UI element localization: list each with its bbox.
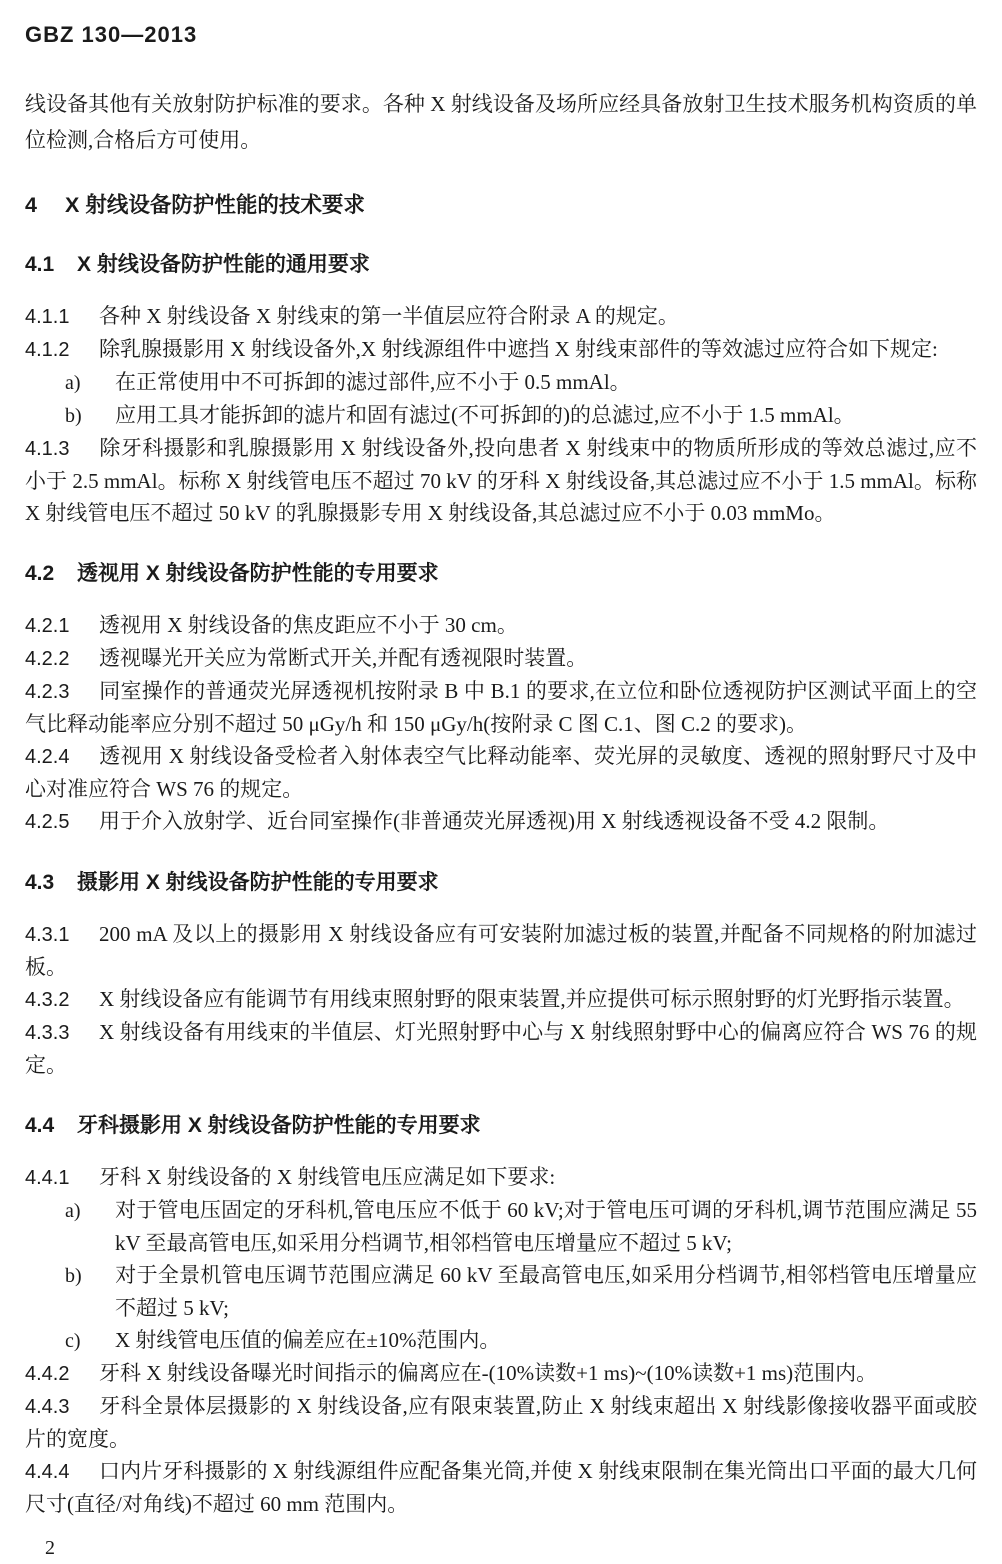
subsection-title: 牙科摄影用 X 射线设备防护性能的专用要求 [77, 1114, 481, 1137]
subsection-heading-4-2 [25, 559, 977, 589]
clause-text: X 射线设备应有能调节有用线束照射野的限束装置,并应提供可标示照射野的灯光野指示装置。 [99, 987, 965, 1011]
clause-number: 4.4.3 [25, 1396, 70, 1418]
list-item-text: 在正常使用中不可拆卸的滤过部件,应不小于 0.5 mmAl。 [115, 370, 631, 394]
clause-number: 4.4.1 [25, 1167, 70, 1189]
clause-number: 4.3.3 [25, 1022, 70, 1044]
clause-text: 牙科全景体层摄影的 X 射线设备,应有限束装置,防止 X 射线束超出 X 射线影像接收器平面或胶片的宽度。 [25, 1394, 977, 1451]
clause-text: 透视曝光开关应为常断式开关,并配有透视限时装置。 [99, 646, 588, 670]
clause-text: 各种 X 射线设备 X 射线束的第一半值层应符合附录 A 的规定。 [99, 304, 679, 328]
clause-text: 透视用 X 射线设备的焦皮距应不小于 30 cm。 [99, 613, 518, 637]
clause-text: 除乳腺摄影用 X 射线设备外,X 射线源组件中遮挡 X 射线束部件的等效滤过应符合如下规定: [99, 337, 938, 361]
subsection-title: 摄影用 X 射线设备防护性能的专用要求 [77, 871, 439, 894]
subsection-4-4-body [25, 1161, 977, 1520]
clause-4-3-2 [25, 983, 977, 1016]
clause-number: 4.2.3 [25, 681, 70, 703]
subsection-4-3-body [25, 918, 977, 1081]
list-item-text: 应用工具才能拆卸的滤片和固有滤过(不可拆卸的)的总滤过,应不小于 1.5 mmAl。 [115, 403, 855, 427]
clause-4-2-4 [25, 740, 977, 805]
section-title: X 射线设备防护性能的技术要求 [65, 193, 365, 217]
body-paragraph-continuation: 线设备其他有关放射防护标准的要求。各种 X 射线设备及场所应经具备放射卫生技术服务机构资质的单位检测,合格后方可使用。 [25, 92, 977, 152]
clause-4-4-3 [25, 1390, 977, 1455]
clause-number: 4.3.2 [25, 989, 70, 1011]
clause-number: 4.2.4 [25, 746, 70, 768]
subsection-number: 4.4 [25, 1114, 55, 1137]
clause-4-2-5 [25, 805, 977, 838]
list-marker: b) [65, 1265, 82, 1287]
clause-4-4-4 [25, 1455, 977, 1520]
clause-number: 4.1.3 [25, 438, 70, 460]
page-number: 2 [45, 1537, 55, 1559]
clause-text: 同室操作的普通荧光屏透视机按附录 B 中 B.1 的要求,在立位和卧位透视防护区测试平面上的空气比释动能率应分别不超过 50 μGy/h 和 150 μGy/h(按附录 C 图 C.1、图 C.2 的要求)。 [25, 679, 977, 736]
clause-text: 口内片牙科摄影的 X 射线源组件应配备集光筒,并使 X 射线束限制在集光筒出口平面的最大几何尺寸(直径/对角线)不超过 60 mm 范围内。 [25, 1459, 977, 1516]
clause-text: 牙科 X 射线设备曝光时间指示的偏离应在-(10%读数+1 ms)~(10%读数+1 ms)范围内。 [99, 1361, 878, 1385]
subsection-4-2-body [25, 609, 977, 838]
clause-text: X 射线设备有用线束的半值层、灯光照射野中心与 X 射线照射野中心的偏离应符合 WS 76 的规定。 [25, 1020, 977, 1077]
clause-4-4-2 [25, 1357, 977, 1390]
subsection-title: 透视用 X 射线设备防护性能的专用要求 [77, 562, 439, 585]
subsection-number: 4.3 [25, 871, 55, 894]
clause-text: 用于介入放射学、近台同室操作(非普通荧光屏透视)用 X 射线透视设备不受 4.2 限制。 [99, 809, 890, 833]
clause-4-3-3 [25, 1016, 977, 1081]
clause-number: 4.1.1 [25, 306, 70, 328]
clause-4-2-2 [25, 642, 977, 675]
clause-number: 4.2.5 [25, 811, 70, 833]
clause-4-1-2 [25, 333, 977, 366]
clause-4-2-1 [25, 609, 977, 642]
section-heading-4 [25, 190, 977, 220]
list-item-b [25, 1259, 977, 1324]
subsection-heading-4-3 [25, 868, 977, 898]
clause-4-3-1 [25, 918, 977, 983]
subsection-number: 4.2 [25, 562, 55, 585]
list-item-a [25, 1194, 977, 1259]
subsection-heading-4-1 [25, 250, 977, 280]
clause-number: 4.4.4 [25, 1461, 70, 1483]
clause-number: 4.4.2 [25, 1363, 70, 1385]
clause-4-4-1 [25, 1161, 977, 1194]
clause-4-1-3 [25, 432, 977, 529]
clause-number: 4.2.1 [25, 615, 70, 637]
list-marker: c) [65, 1330, 81, 1352]
subsection-4-1-body [25, 300, 977, 529]
clause-number: 4.3.1 [25, 924, 70, 946]
clause-number: 4.2.2 [25, 648, 70, 670]
clause-4-1-1 [25, 300, 977, 333]
clause-text: 透视用 X 射线设备受检者入射体表空气比释动能率、荧光屏的灵敏度、透视的照射野尺寸及中心对准应符合 WS 76 的规定。 [25, 744, 977, 801]
clause-text: 除牙科摄影和乳腺摄影用 X 射线设备外,投向患者 X 射线束中的物质所形成的等效总滤过,应不小于 2.5 mmAl。标称 X 射线管电压不超过 70 kV 的牙科 X 射线设备,其总滤过应不小于 1.5 mmAl。标称 X 射线管电压不超过 50 kV 的乳腺摄影专用 X 射线设备,其总滤过应不小于 0.03 mmMo。 [25, 436, 977, 525]
section-number: 4 [25, 193, 37, 217]
subsection-title: X 射线设备防护性能的通用要求 [77, 253, 370, 276]
doc-number: GBZ 130—2013 [25, 22, 198, 47]
clause-text: 牙科 X 射线设备的 X 射线管电压应满足如下要求: [99, 1165, 556, 1189]
clause-number: 4.1.2 [25, 339, 70, 361]
list-item-c [25, 1324, 977, 1357]
list-item-text: 对于全景机管电压调节范围应满足 60 kV 至最高管电压,如采用分档调节,相邻档管电压增量应不超过 5 kV; [115, 1263, 977, 1320]
clause-4-2-3 [25, 675, 977, 740]
list-marker: a) [65, 372, 81, 394]
list-marker: a) [65, 1200, 81, 1222]
subsection-heading-4-4 [25, 1111, 977, 1141]
subsection-number: 4.1 [25, 253, 55, 276]
list-item-b [25, 399, 977, 432]
list-marker: b) [65, 405, 82, 427]
list-item-text: X 射线管电压值的偏差应在±10%范围内。 [115, 1328, 501, 1352]
list-item-a [25, 366, 977, 399]
list-item-text: 对于管电压固定的牙科机,管电压应不低于 60 kV;对于管电压可调的牙科机,调节范围应满足 55 kV 至最高管电压,如采用分档调节,相邻档管电压增量应不超过 5 kV; [115, 1198, 977, 1255]
clause-text: 200 mA 及以上的摄影用 X 射线设备应有可安装附加滤过板的装置,并配备不同规格的附加滤过板。 [25, 922, 977, 979]
